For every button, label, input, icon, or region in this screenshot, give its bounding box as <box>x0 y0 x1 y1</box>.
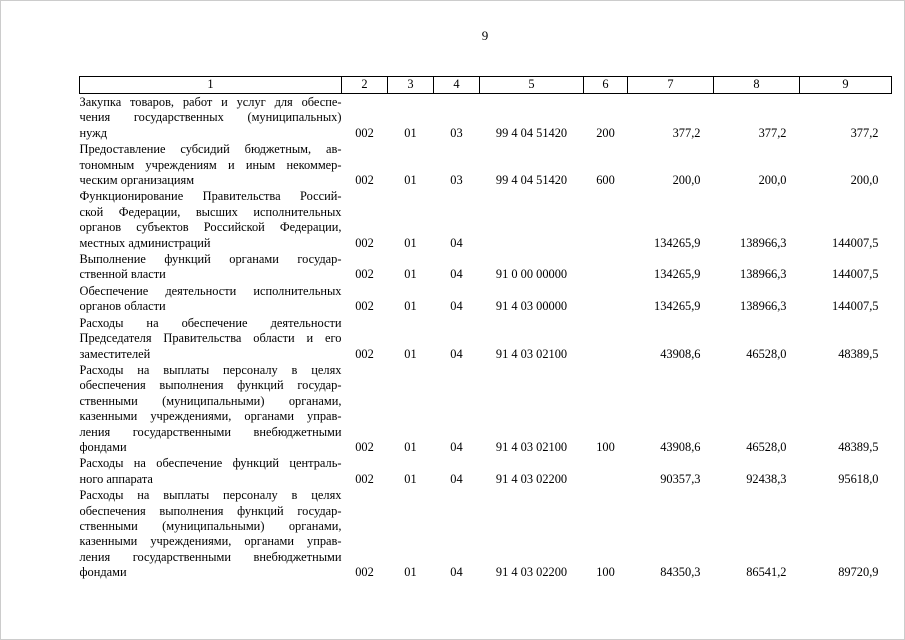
table-cell: 91 4 03 02200 <box>495 565 568 580</box>
row-title-line: местных администраций <box>79 235 211 250</box>
row-title-line: Предоставление субсидий бюджетным, ав- <box>79 142 342 157</box>
table-cell: 03 <box>450 125 463 140</box>
table-cell: 002 <box>355 125 374 140</box>
column-header: 7 <box>628 77 714 94</box>
table-cell: 48389,5 <box>838 439 879 454</box>
table-cell: 200,0 <box>850 173 879 188</box>
row-title-line: Функционирование Правительства Россий- <box>79 189 342 204</box>
column-header: 8 <box>714 77 800 94</box>
table-cell: 377,2 <box>758 125 787 140</box>
table-cell: 86541,2 <box>746 565 787 580</box>
row-title-cell <box>80 94 342 142</box>
table-cell: 200,0 <box>758 173 787 188</box>
row-title-line: ческим организациям <box>79 173 195 188</box>
row-title-line: Закупка товаров, работ и услуг для обеспе- <box>79 95 342 109</box>
table-cell: 43908,6 <box>660 346 701 361</box>
row-title-line: ственными (муниципальными) органами, <box>79 393 342 408</box>
table-cell: 002 <box>355 235 374 250</box>
table-cell <box>584 315 628 362</box>
table-cell: 95618,0 <box>838 471 879 486</box>
table-cell: 01 <box>404 299 417 314</box>
column-header: 4 <box>434 77 480 94</box>
table-cell: 134265,9 <box>654 299 701 314</box>
row-title-cell <box>80 315 342 362</box>
row-title-line: Расходы на обеспечение функций централь- <box>79 456 342 471</box>
table-row <box>80 455 892 487</box>
table-header-row <box>80 77 892 94</box>
table-cell <box>584 455 628 487</box>
table-cell: 138966,3 <box>740 235 787 250</box>
row-title-line: Расходы на выплаты персоналу в целях <box>79 488 342 503</box>
table-cell: 89720,9 <box>838 565 879 580</box>
row-title-line: тономным учреждениям и иным некоммер- <box>79 157 342 172</box>
table-row <box>80 315 892 362</box>
table-cell: 01 <box>404 173 417 188</box>
row-title-line: обеспечения выполнения функций государ- <box>79 378 342 393</box>
row-title-line: нужд <box>79 125 108 140</box>
row-title-line: ного аппарата <box>79 471 153 486</box>
row-title-line: Расходы на выплаты персоналу в целях <box>79 362 342 377</box>
table-cell: 04 <box>450 267 463 282</box>
column-header: 2 <box>342 77 388 94</box>
table-cell: 134265,9 <box>654 235 701 250</box>
row-title-line: казенными учреждениями, органами управ- <box>79 409 342 424</box>
table-cell: 91 0 00 00000 <box>495 267 568 282</box>
table-cell: 91 4 03 00000 <box>495 299 568 314</box>
table-cell: 100 <box>596 565 615 580</box>
column-header: 3 <box>388 77 434 94</box>
table-cell: 43908,6 <box>660 439 701 454</box>
table-cell: 002 <box>355 299 374 314</box>
table-cell: 002 <box>355 471 374 486</box>
table-row <box>80 251 892 283</box>
row-title-line: чения государственных (муниципальных) <box>79 110 342 125</box>
table-cell: 144007,5 <box>832 235 879 250</box>
row-title-line: Расходы на обеспечение деятельности <box>79 315 342 330</box>
table-cell: 01 <box>404 346 417 361</box>
row-title-line: фондами <box>79 565 127 580</box>
table-row <box>80 283 892 315</box>
table-cell: 04 <box>450 346 463 361</box>
table-cell: 84350,3 <box>660 565 701 580</box>
table-cell: 04 <box>450 471 463 486</box>
row-title-line: Обеспечение деятельности исполнительных <box>79 283 342 298</box>
table-row <box>80 188 892 251</box>
row-title-line: ления государственными внебюджетными <box>79 549 342 564</box>
table-cell: 377,2 <box>850 125 879 140</box>
table-cell: 002 <box>355 173 374 188</box>
table-cell: 138966,3 <box>740 267 787 282</box>
table-cell: 138966,3 <box>740 299 787 314</box>
column-header: 1 <box>80 77 342 94</box>
table-cell: 01 <box>404 235 417 250</box>
column-header: 9 <box>800 77 892 94</box>
table-cell <box>584 283 628 315</box>
table-cell: 92438,3 <box>746 471 787 486</box>
table-cell: 01 <box>404 471 417 486</box>
table-cell: 01 <box>404 267 417 282</box>
table-cell: 48389,5 <box>838 346 879 361</box>
table-cell: 144007,5 <box>832 299 879 314</box>
table-cell: 377,2 <box>672 125 701 140</box>
row-title-line: ственными (муниципальными) органами, <box>79 518 342 533</box>
row-title-line: органов субъектов Российской Федерации, <box>79 220 342 235</box>
table-cell: 002 <box>355 439 374 454</box>
table-cell: 100 <box>596 439 615 454</box>
table-cell: 144007,5 <box>832 267 879 282</box>
row-title-cell <box>80 487 342 580</box>
budget-table <box>79 76 892 581</box>
row-title-line: ской Федерации, высших исполнительных <box>79 204 342 219</box>
table-row <box>80 487 892 580</box>
row-title-line: Выполнение функций органами государ- <box>79 252 342 267</box>
row-title-line: заместителей <box>79 346 151 361</box>
table-cell: 46528,0 <box>746 346 787 361</box>
table-cell: 200,0 <box>672 173 701 188</box>
table-cell: 002 <box>355 267 374 282</box>
row-title-cell <box>80 455 342 487</box>
table-cell: 91 4 03 02100 <box>495 346 568 361</box>
table-cell: 002 <box>355 346 374 361</box>
table-row <box>80 141 892 188</box>
table-cell: 01 <box>404 125 417 140</box>
row-title-line: органов области <box>79 299 166 314</box>
table-cell: 46528,0 <box>746 439 787 454</box>
table-body <box>80 94 892 581</box>
table-cell: 91 4 03 02100 <box>495 439 568 454</box>
table-cell: 200 <box>596 125 615 140</box>
table-cell: 04 <box>450 299 463 314</box>
table-cell <box>480 188 584 251</box>
row-title-line: обеспечения выполнения функций государ- <box>79 503 342 518</box>
column-header: 5 <box>480 77 584 94</box>
row-title-cell <box>80 251 342 283</box>
row-title-cell <box>80 141 342 188</box>
table-cell <box>584 188 628 251</box>
table-cell: 90357,3 <box>660 471 701 486</box>
row-title-cell <box>80 188 342 251</box>
table-cell: 002 <box>355 565 374 580</box>
row-title-line: Председателя Правительства области и его <box>79 331 342 346</box>
page-number: 9 <box>481 28 489 43</box>
table-cell <box>584 251 628 283</box>
row-title-cell <box>80 283 342 315</box>
row-title-line: фондами <box>79 439 127 454</box>
table-cell: 04 <box>450 235 463 250</box>
table-cell: 04 <box>450 565 463 580</box>
table-row <box>80 94 892 142</box>
table-cell: 99 4 04 51420 <box>495 125 568 140</box>
table-cell: 03 <box>450 173 463 188</box>
table-cell: 134265,9 <box>654 267 701 282</box>
table-row <box>80 362 892 455</box>
table-cell: 99 4 04 51420 <box>495 173 568 188</box>
column-header: 6 <box>584 77 628 94</box>
table-cell: 01 <box>404 565 417 580</box>
table-cell: 91 4 03 02200 <box>495 471 568 486</box>
table-cell: 01 <box>404 439 417 454</box>
row-title-line: казенными учреждениями, органами управ- <box>79 534 342 549</box>
table-cell: 04 <box>450 439 463 454</box>
row-title-cell <box>80 362 342 455</box>
row-title-line: ления государственными внебюджетными <box>79 424 342 439</box>
table-cell: 600 <box>596 173 615 188</box>
row-title-line: ственной власти <box>79 267 166 282</box>
